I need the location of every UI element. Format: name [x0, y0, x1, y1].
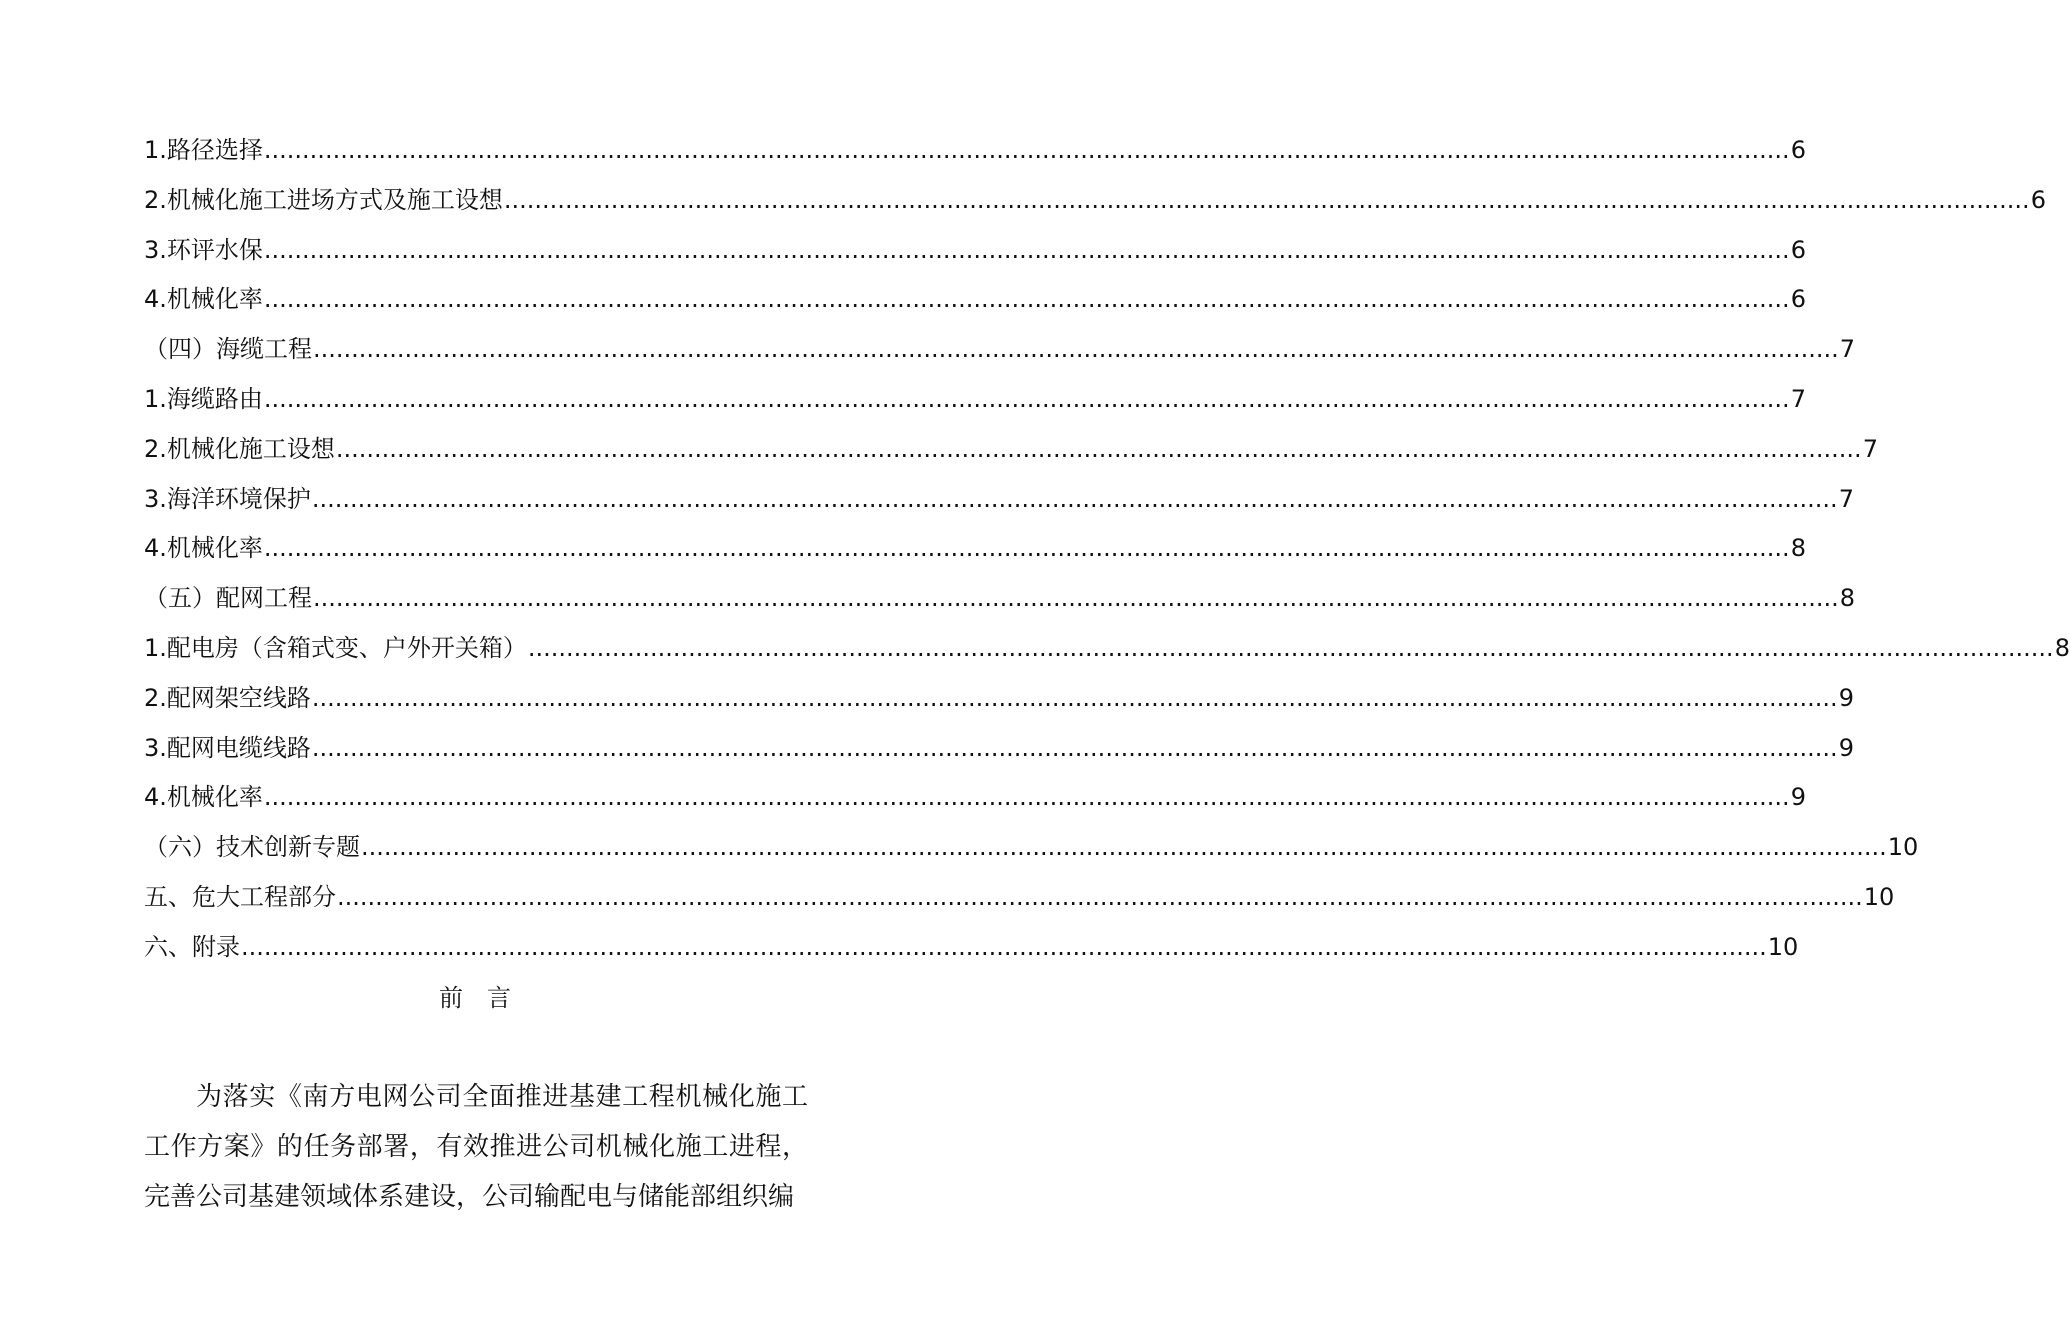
toc-dot-leader: ........................................................................................................................................................................................................ — [263, 384, 1790, 413]
toc-entry — [144, 773, 1806, 823]
toc-dot-leader: ........................................................................................................................................................................................................ — [337, 882, 1863, 911]
toc-entry-page-number: 7 — [1838, 484, 1854, 513]
toc-entry-page-number: 9 — [1838, 683, 1854, 712]
toc-entry — [144, 226, 1806, 276]
toc-entry — [144, 375, 1806, 425]
toc-entry — [144, 425, 1878, 475]
toc-entry-title: 3.环评水保 — [144, 235, 263, 264]
toc-entry-title: 1.路径选择 — [144, 136, 263, 164]
toc-entry — [144, 724, 1854, 774]
toc-entry-title: 3.海洋环境保护 — [144, 484, 311, 513]
toc-entry-title: 2.配网架空线路 — [144, 683, 311, 712]
toc-entry — [144, 873, 1895, 923]
toc-entry-title: （四）海缆工程 — [144, 335, 312, 364]
toc-entry — [144, 325, 1856, 375]
toc-entry-page-number: 8 — [1839, 584, 1856, 613]
toc-entry-page-number: 7 — [1862, 434, 1878, 463]
toc-entry — [144, 475, 1854, 525]
toc-entry-page-number: 9 — [1790, 783, 1806, 812]
toc-entry-page-number: 6 — [1790, 136, 1806, 164]
toc-dot-leader: ........................................................................................................................................................................................................ — [241, 932, 1767, 961]
toc-entry-page-number: 6 — [1790, 235, 1806, 264]
toc-entry-page-number: 8 — [1790, 534, 1806, 563]
toc-dot-leader: ........................................................................................................................................................................................................ — [527, 633, 2054, 662]
toc-dot-leader: ........................................................................................................................................................................................................ — [335, 434, 1862, 463]
toc-entry-title: 4.机械化率 — [144, 534, 263, 563]
table-of-contents — [144, 126, 2070, 973]
toc-entry-page-number: 10 — [1887, 833, 1919, 862]
toc-entry-title: 4.机械化率 — [144, 285, 263, 314]
toc-dot-leader: ........................................................................................................................................................................................................ — [263, 235, 1790, 264]
toc-entry-page-number: 8 — [2054, 633, 2070, 662]
toc-entry-title: 1.海缆路由 — [144, 384, 263, 413]
toc-entry-title: 五、危大工程部分 — [144, 882, 336, 911]
toc-entry-page-number: 10 — [1767, 932, 1799, 961]
toc-dot-leader: ........................................................................................................................................................................................................ — [263, 285, 1790, 314]
toc-entry-title: 六、附录 — [144, 932, 240, 961]
toc-dot-leader: ........................................................................................................................................................................................................ — [361, 833, 1887, 862]
toc-dot-leader: ........................................................................................................................................................................................................ — [311, 733, 1838, 762]
toc-entry — [144, 275, 1806, 325]
toc-entry-title: （六）技术创新专题 — [144, 833, 360, 862]
preface-paragraph: 为落实《南方电网公司全面推进基建工程机械化施工工作方案》的任务部署，有效推进公司机械化施工进程，完善公司基建领域体系建设，公司输配电与储能部组织编 — [144, 1082, 808, 1212]
toc-entry-title: 1.配电房（含箱式变、户外开关箱） — [144, 633, 527, 662]
toc-entry-title: 2.机械化施工进场方式及施工设想 — [144, 185, 503, 214]
toc-entry — [144, 923, 1799, 973]
toc-dot-leader: ........................................................................................................................................................................................................ — [263, 783, 1790, 812]
toc-entry-page-number: 6 — [1790, 285, 1806, 314]
toc-entry-page-number: 6 — [2030, 185, 2046, 214]
toc-dot-leader: ........................................................................................................................................................................................................ — [263, 136, 1790, 164]
toc-entry — [144, 823, 1919, 873]
toc-entry — [144, 176, 2046, 226]
toc-dot-leader: ........................................................................................................................................................................................................ — [311, 484, 1838, 513]
toc-entry-title: 3.配网电缆线路 — [144, 733, 311, 762]
toc-entry — [144, 574, 1856, 624]
toc-entry-title: 4.机械化率 — [144, 783, 263, 812]
toc-dot-leader: ........................................................................................................................................................................................................ — [313, 584, 1839, 613]
toc-entry — [144, 524, 1806, 574]
toc-dot-leader: ........................................................................................................................................................................................................ — [311, 683, 1838, 712]
toc-entry-page-number: 9 — [1838, 733, 1854, 762]
toc-entry — [144, 674, 1854, 724]
toc-entry — [144, 624, 2070, 674]
toc-entry-title: 2.机械化施工设想 — [144, 434, 335, 463]
toc-dot-leader: ........................................................................................................................................................................................................ — [313, 335, 1839, 364]
preface-heading: 前 言 — [439, 984, 511, 1012]
toc-entry-title: （五）配网工程 — [144, 584, 312, 613]
toc-entry-page-number: 10 — [1863, 882, 1895, 911]
toc-entry — [144, 126, 1806, 176]
toc-entry-page-number: 7 — [1790, 384, 1806, 413]
toc-dot-leader: ........................................................................................................................................................................................................ — [263, 534, 1790, 563]
toc-dot-leader: ........................................................................................................................................................................................................ — [503, 185, 2030, 214]
toc-entry-page-number: 7 — [1839, 335, 1856, 364]
